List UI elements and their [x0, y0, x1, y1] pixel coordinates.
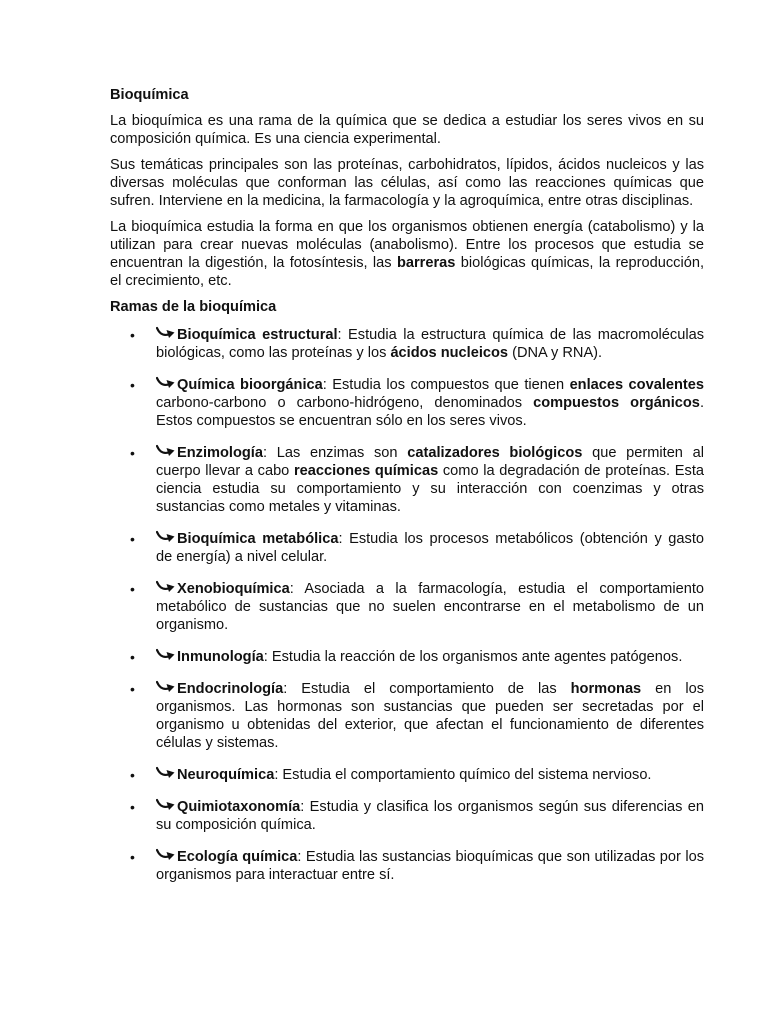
bold-term: Quimiotaxonomía — [177, 799, 301, 815]
branches-list — [110, 326, 704, 884]
bold-term: Endocrinología — [177, 681, 284, 697]
item-text: : Estudia los procesos metabólicos (obtención y gasto de energía) a nivel celular. — [156, 531, 705, 565]
curved-arrow-icon — [156, 798, 176, 812]
item-text: : Asociada a la farmacología, estudia el comportamiento metabólico de sustancias que no suelen encontrarse en el metabolismo de un organismo. — [156, 581, 704, 633]
list-item — [110, 444, 704, 516]
item-text: : Estudia el comportamiento químico del sistema nervioso. — [274, 767, 652, 783]
item-text: carbono-carbono o carbono-hidrógeno, denominados — [156, 395, 534, 411]
bold-term: Ecología química — [177, 849, 298, 865]
list-item — [110, 798, 704, 834]
item-text: : Estudia la estructura química de las macromoléculas biológicas, como las proteínas y los — [156, 327, 704, 361]
item-text: : Estudia el comportamiento de las — [283, 681, 571, 697]
curved-arrow-icon — [156, 326, 176, 340]
curved-arrow-icon — [156, 680, 176, 694]
bullet-point: • — [130, 445, 135, 461]
bold-term: Inmunología — [177, 649, 264, 665]
bullet-point: • — [130, 649, 135, 665]
bullet-point: • — [130, 849, 135, 865]
bullet-point: • — [130, 327, 135, 343]
item-text: en los organismos. Las hormonas son sustancias que pueden ser secretadas por el organismo u obtenidas del exterior, que afectan el funcionamiento de diferentes células y sistemas. — [156, 681, 704, 751]
bold-term: Enzimología — [177, 445, 263, 461]
item-text: que permiten al cuerpo llevar a cabo — [156, 445, 704, 479]
curved-arrow-icon — [156, 648, 176, 662]
bold-term: reacciones químicas — [293, 463, 439, 479]
curved-arrow-icon — [156, 848, 176, 862]
bold-term: Bioquímica estructural — [177, 327, 338, 343]
item-text: . Estos compuestos se encuentran sólo en los seres vivos. — [156, 395, 704, 429]
processes-bold-term: barreras — [396, 255, 456, 271]
curved-arrow-icon — [156, 444, 176, 458]
curved-arrow-icon — [156, 530, 176, 544]
list-item — [110, 648, 704, 666]
bullet-point: • — [130, 531, 135, 547]
bold-term: catalizadores biológicos — [407, 445, 583, 461]
item-text: (DNA y RNA). — [508, 345, 603, 361]
item-text: : Estudia las sustancias bioquímicas que son utilizadas por los organismos para interactuar entre sí. — [156, 849, 704, 883]
list-item — [110, 680, 704, 752]
bullet-point: • — [130, 581, 135, 597]
list-item — [110, 376, 704, 430]
bullet-point: • — [130, 799, 135, 815]
topics-paragraph: Sus temáticas principales son las proteínas, carbohidratos, lípidos, ácidos nucleicos y las diversas moléculas que conforman las células, así como las reacciones químicas que sufren. Interviene en la medicina, la farmacología y la agroquímica, entre otras disciplinas. — [110, 157, 704, 209]
curved-arrow-icon — [156, 376, 176, 390]
bold-term: ácidos nucleicos — [390, 345, 509, 361]
bold-term: hormonas — [570, 681, 642, 697]
list-item — [110, 530, 704, 566]
item-text: como la degradación de proteínas. Esta ciencia estudia su comportamiento y su interacción con coenzimas y otras sustancias como metales y vitaminas. — [156, 463, 704, 515]
bold-term: Bioquímica metabólica — [177, 531, 339, 547]
page-title: Bioquímica — [110, 87, 189, 103]
processes-text-after: biológicas químicas, la reproducción, el crecimiento, etc. — [110, 255, 705, 289]
bold-term: Química bioorgánica — [177, 377, 323, 393]
bullet-point: • — [130, 767, 135, 783]
curved-arrow-icon — [156, 580, 176, 594]
item-text: : Las enzimas son — [262, 445, 408, 461]
list-item — [110, 848, 704, 884]
list-item — [110, 766, 704, 784]
item-text: : Estudia y clasifica los organismos según sus diferencias en su composición química. — [156, 799, 704, 833]
processes-paragraph — [110, 218, 704, 290]
list-item — [110, 580, 704, 634]
list-item — [110, 326, 704, 362]
intro-paragraph: La bioquímica es una rama de la química que se dedica a estudiar los seres vivos en su composición química. Es una ciencia experimental. — [110, 113, 704, 147]
item-text: : Estudia los compuestos que tienen — [322, 377, 570, 393]
bold-term: compuestos orgánicos — [533, 395, 700, 411]
processes-text-before: La bioquímica estudia la forma en que los organismos obtienen energía (catabolismo) y la utilizan para crear nuevas moléculas (anabolismo). Entre los procesos que estudia se encuentran la digestión, la fotosíntesis, las — [110, 219, 704, 271]
bullet-point: • — [130, 681, 135, 697]
curved-arrow-icon — [156, 766, 176, 780]
section-heading: Ramas de la bioquímica — [110, 299, 277, 315]
bullet-point: • — [130, 377, 135, 393]
item-text: : Estudia la reacción de los organismos ante agentes patógenos. — [263, 649, 683, 665]
bold-term: Neuroquímica — [177, 767, 275, 783]
bold-term: Xenobioquímica — [177, 581, 290, 597]
bold-term: enlaces covalentes — [569, 377, 704, 393]
